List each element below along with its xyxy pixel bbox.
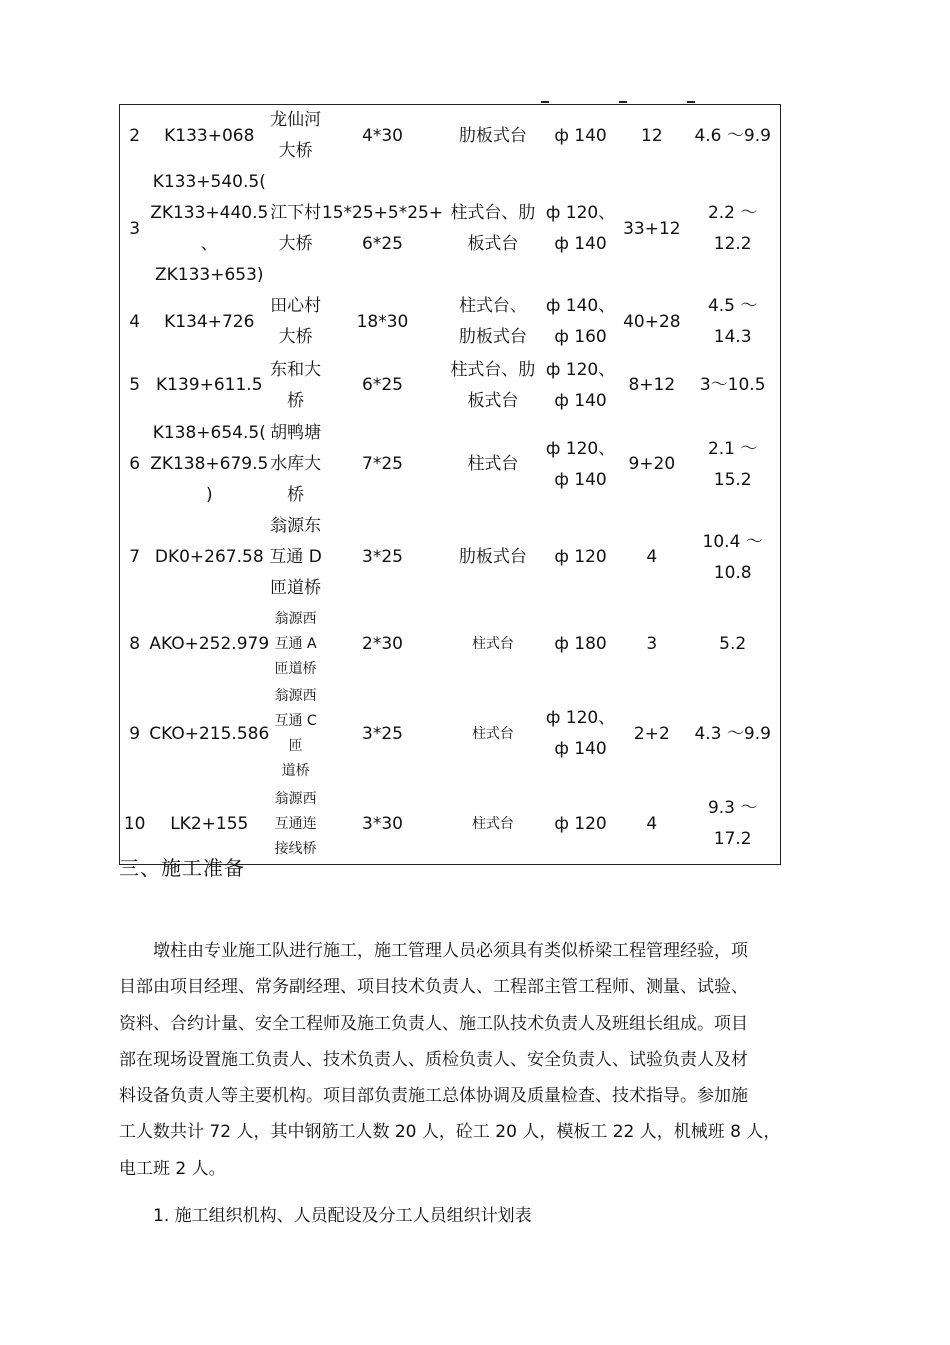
cell-count bbox=[618, 784, 685, 865]
cell-abutment bbox=[443, 604, 543, 684]
cell-pile bbox=[543, 604, 619, 684]
cell-text: 3 bbox=[646, 633, 658, 654]
cell-text: 翁源西 bbox=[274, 790, 317, 807]
paragraph-line: 料设备负责人等主要机构。项目部负责施工总体协调及质量检查、技术指导。参加施 bbox=[119, 1086, 748, 1107]
cell-text: 互通 D bbox=[269, 547, 322, 567]
cell-pile bbox=[543, 418, 619, 511]
cell-mileage bbox=[149, 604, 269, 684]
cell-text: 江下村 bbox=[270, 203, 322, 223]
cell-text: 12.2 bbox=[713, 234, 752, 254]
cell-text: 7*25 bbox=[362, 454, 403, 474]
cell-text: 翁源西 bbox=[274, 610, 317, 627]
cell-text: 17.2 bbox=[713, 829, 752, 849]
cell-length bbox=[685, 511, 780, 604]
cell-text: ф 120 bbox=[554, 813, 607, 834]
cell-bridge-name bbox=[269, 418, 322, 511]
cell-length bbox=[685, 291, 780, 353]
cell-bridge-name bbox=[269, 511, 322, 604]
cell-text: 桥 bbox=[287, 485, 305, 505]
cell-count bbox=[618, 511, 685, 604]
cell-abutment bbox=[443, 105, 543, 168]
bridge-table bbox=[119, 104, 781, 865]
cell-pile bbox=[543, 511, 619, 604]
cell-text: 4 bbox=[646, 813, 658, 834]
cell-bridge-name bbox=[269, 105, 322, 168]
cell-count bbox=[618, 291, 685, 353]
cell-text: 15.2 bbox=[713, 469, 752, 490]
cell-text: 10.8 bbox=[713, 562, 752, 583]
cell-text: 4.6 ～9.9 bbox=[694, 125, 771, 146]
cell-text: 接线桥 bbox=[274, 840, 317, 857]
cell-pile bbox=[543, 105, 619, 168]
cell-length bbox=[685, 167, 780, 291]
cell-abutment bbox=[443, 418, 543, 511]
cell-pile bbox=[543, 353, 619, 418]
cell-text: K138+654.5( bbox=[152, 423, 266, 443]
subheading: 1. 施工组织机构、人员配设及分工人员组织计划表 bbox=[153, 1206, 532, 1226]
cell-text: 板式台 bbox=[467, 234, 519, 254]
cell-text: ф 140 bbox=[554, 234, 607, 254]
cell-number: 2 bbox=[129, 125, 141, 146]
cell-text: 2*30 bbox=[362, 633, 403, 654]
cell-text: 2.1 ～ bbox=[707, 438, 758, 459]
cell-text: ф 140 bbox=[554, 739, 607, 759]
cell-text: K134+726 bbox=[164, 311, 255, 332]
cell-length bbox=[685, 105, 780, 168]
cell-text: ф 120、 bbox=[545, 708, 616, 728]
cell-text: 3*25 bbox=[362, 723, 403, 744]
cell-bridge-name bbox=[269, 291, 322, 353]
cell-abutment bbox=[443, 511, 543, 604]
cell-number: 5 bbox=[129, 375, 141, 395]
cell-bridge-name bbox=[269, 353, 322, 418]
cell-text: 14.3 bbox=[713, 327, 752, 347]
cell-text: 6*25 bbox=[362, 375, 403, 395]
cell-text: 3～10.5 bbox=[699, 375, 766, 395]
cell-text: ZK133+440.5 bbox=[150, 203, 269, 223]
paragraph-line: 电工班 2 人。 bbox=[119, 1158, 226, 1179]
cell-text: 5.2 bbox=[719, 633, 747, 654]
cell-text: ф 140 bbox=[554, 390, 607, 411]
cell-text: 柱式台 bbox=[467, 454, 519, 474]
cell-text: 桥 bbox=[287, 390, 305, 411]
cell-text: 柱式台 bbox=[471, 635, 514, 652]
cell-text: 40+28 bbox=[623, 311, 681, 332]
cell-text: 肋板式台 bbox=[458, 125, 527, 146]
cell-text: 互通 A bbox=[274, 635, 317, 652]
cell-span bbox=[322, 784, 443, 865]
cell-number: 4 bbox=[129, 311, 141, 332]
cell-text: 互通连 bbox=[274, 815, 317, 832]
cell-text: LK2+155 bbox=[170, 813, 249, 834]
cell-text: ф 140、 bbox=[545, 296, 616, 316]
cell-text: 33+12 bbox=[623, 218, 681, 239]
cell-text: 、ZK133+653) bbox=[154, 234, 264, 285]
cell-count bbox=[618, 353, 685, 418]
cell-abutment bbox=[443, 291, 543, 353]
cell-abutment bbox=[443, 167, 543, 291]
cell-text: 肋板式台 bbox=[458, 327, 527, 347]
cell-text: 2.2 ～ bbox=[707, 203, 758, 223]
cell-text: ф 160 bbox=[554, 327, 607, 347]
cell-number: 10 bbox=[123, 813, 146, 834]
cell-text: DK0+267.58 bbox=[154, 547, 264, 567]
cell-text: 翁源西 bbox=[274, 688, 317, 704]
cell-text: ф 120、 bbox=[545, 438, 616, 459]
cell-bridge-name bbox=[269, 784, 322, 865]
cell-text: ) bbox=[205, 485, 213, 505]
cell-span bbox=[322, 291, 443, 353]
cell-text: ф 180 bbox=[554, 633, 607, 654]
cell-text: 柱式台 bbox=[471, 725, 514, 742]
cell-count bbox=[618, 418, 685, 511]
tick-mark bbox=[541, 101, 549, 103]
cell-text: 8+12 bbox=[628, 375, 676, 395]
cell-text: ф 120、 bbox=[545, 359, 616, 380]
tick-mark bbox=[687, 101, 695, 103]
cell-bridge-name bbox=[269, 167, 322, 291]
cell-text: 10.4 ～ bbox=[702, 531, 763, 552]
tick-mark bbox=[619, 101, 627, 103]
cell-text: 3*30 bbox=[362, 813, 403, 834]
cell-text: 大桥 bbox=[278, 327, 313, 347]
cell-span bbox=[322, 353, 443, 418]
cell-count bbox=[618, 684, 685, 784]
cell-mileage bbox=[149, 105, 269, 168]
cell-text: 2+2 bbox=[633, 723, 670, 744]
cell-length bbox=[685, 604, 780, 684]
cell-text: 匝道桥 bbox=[274, 660, 317, 677]
table-row bbox=[120, 684, 781, 784]
paragraph-line: 工人数共计 72 人，其中钢筋工人数 20 人，砼工 20 人，模板工 22 人，机械班 8 人， bbox=[119, 1122, 781, 1143]
cell-number: 8 bbox=[129, 633, 141, 654]
paragraph-line: 资料、合约计量、安全工程师及施工负责人、施工队技术负责人及班组长组成。项目 bbox=[119, 1013, 748, 1034]
cell-text: 道桥 bbox=[281, 763, 310, 779]
cell-text: 3*25 bbox=[362, 547, 403, 567]
cell-mileage bbox=[149, 684, 269, 784]
cell-length bbox=[685, 418, 780, 511]
table-row bbox=[120, 418, 781, 511]
cell-pile bbox=[543, 784, 619, 865]
cell-text: 柱式台、 bbox=[458, 296, 527, 316]
cell-mileage bbox=[149, 418, 269, 511]
cell-abutment bbox=[443, 784, 543, 865]
cell-count bbox=[618, 604, 685, 684]
cell-text: 4 bbox=[646, 547, 658, 567]
table-row bbox=[120, 105, 781, 168]
cell-span bbox=[322, 167, 443, 291]
cell-length bbox=[685, 684, 780, 784]
cell-text: 翁源东 bbox=[270, 516, 322, 536]
cell-abutment bbox=[443, 353, 543, 418]
cell-text: 12 bbox=[641, 125, 663, 146]
cell-text: ф 140 bbox=[554, 125, 607, 146]
cell-text: ф 120 bbox=[554, 547, 607, 567]
cell-text: 柱式台、肋 bbox=[450, 359, 536, 380]
cell-text: 水库大 bbox=[270, 454, 322, 474]
cell-text: K133+540.5( bbox=[152, 172, 266, 192]
cell-text: K133+068 bbox=[164, 125, 255, 146]
paragraph-line: 目部由项目经理、常务副经理、项目技术负责人、工程部主管工程师、测量、试验、 bbox=[119, 977, 748, 998]
cell-count bbox=[618, 105, 685, 168]
paragraph-line: 墩柱由专业施工队进行施工，施工管理人员必须具有类似桥梁工程管理经验，项 bbox=[153, 941, 748, 961]
bridge-table-body bbox=[120, 105, 781, 865]
cell-mileage bbox=[149, 353, 269, 418]
cell-span bbox=[322, 684, 443, 784]
cell-bridge-name bbox=[269, 684, 322, 784]
table-row bbox=[120, 511, 781, 604]
cell-length bbox=[685, 784, 780, 865]
table-row bbox=[120, 291, 781, 353]
cell-text: 4.3 ～9.9 bbox=[694, 723, 771, 744]
cell-pile bbox=[543, 167, 619, 291]
cell-text: 大桥 bbox=[278, 234, 313, 254]
cell-text: 肋板式台 bbox=[458, 547, 527, 567]
cell-text: 柱式台、肋 bbox=[450, 203, 536, 223]
cell-span bbox=[322, 604, 443, 684]
cell-pile bbox=[543, 684, 619, 784]
cell-number: 3 bbox=[129, 218, 141, 239]
cell-mileage bbox=[149, 511, 269, 604]
cell-text: 9.3 ～ bbox=[707, 798, 758, 818]
cell-text: 9+20 bbox=[628, 454, 676, 474]
cell-text: 胡鸭塘 bbox=[270, 423, 322, 443]
cell-text: 板式台 bbox=[467, 390, 519, 411]
cell-text: 柱式台 bbox=[471, 815, 514, 832]
cell-text: ZK138+679.5 bbox=[150, 454, 269, 474]
cell-text: 18*30 bbox=[356, 311, 409, 332]
cell-text: 龙仙河 bbox=[270, 110, 322, 130]
cell-text: 4*30 bbox=[362, 125, 403, 146]
cell-text: CKO+215.586 bbox=[149, 723, 270, 744]
cell-span bbox=[322, 105, 443, 168]
paragraph-line: 部在现场设置施工负责人、技术负责人、质检负责人、安全负责人、试验负责人及材 bbox=[119, 1049, 748, 1070]
cell-span bbox=[322, 511, 443, 604]
cell-text: ф 140 bbox=[554, 469, 607, 490]
cell-span bbox=[322, 418, 443, 511]
cell-text: K139+611.5 bbox=[156, 375, 263, 395]
cell-text: ф 120、 bbox=[545, 203, 616, 223]
cell-text: 匝道桥 bbox=[270, 578, 322, 598]
cell-text: 互通 C匝 bbox=[274, 713, 317, 754]
table-row bbox=[120, 353, 781, 418]
cell-mileage bbox=[149, 167, 269, 291]
cell-abutment bbox=[443, 684, 543, 784]
cell-number: 9 bbox=[129, 723, 141, 744]
body-paragraph bbox=[119, 933, 834, 1187]
cell-count bbox=[618, 167, 685, 291]
cell-text: 田心村 bbox=[270, 296, 322, 316]
cell-length bbox=[685, 353, 780, 418]
table-row bbox=[120, 604, 781, 684]
cell-number: 6 bbox=[129, 454, 141, 474]
cell-mileage bbox=[149, 291, 269, 353]
cell-bridge-name bbox=[269, 604, 322, 684]
section-title: 三、施工准备 bbox=[119, 856, 245, 880]
cell-text: 6*25 bbox=[362, 234, 403, 254]
cell-text: 大桥 bbox=[278, 141, 313, 161]
cell-text: 东和大 bbox=[270, 359, 322, 380]
cell-text: 4.5 ～ bbox=[707, 296, 758, 316]
table-row bbox=[120, 167, 781, 291]
cell-pile bbox=[543, 291, 619, 353]
cell-number: 7 bbox=[129, 547, 141, 567]
cell-text: AKO+252.979 bbox=[149, 633, 270, 654]
cell-text: 15*25+5*25+ bbox=[321, 203, 444, 223]
